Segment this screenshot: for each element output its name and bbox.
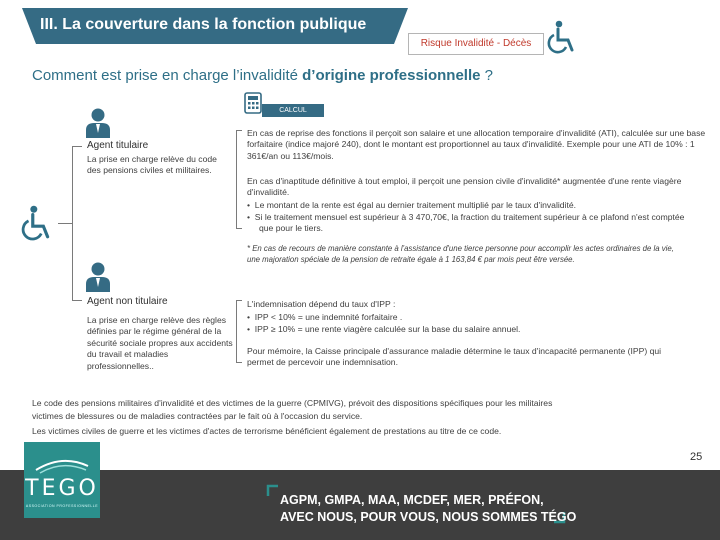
bullet-marker: •	[247, 312, 255, 322]
titulaire-bracket	[236, 130, 237, 228]
section-title: III. La couverture dans la fonction publique	[40, 16, 367, 33]
calc-label: CALCUL	[262, 104, 324, 117]
titulaire-bullet2	[247, 212, 687, 235]
question-bold: d’origine professionnelle	[302, 67, 481, 84]
non-titulaire-bullet1	[247, 312, 687, 323]
wheelchair-icon-large	[20, 205, 54, 241]
bracket-tick	[236, 228, 242, 229]
bullet-marker: •	[247, 200, 255, 210]
non-titulaire-para1: L'indemnisation dépend du taux d'IPP :	[247, 299, 396, 309]
risk-label: Risque Invalidité - Décès	[420, 38, 532, 49]
tagline-line1: AGPM, GMPA, MAA, MCDEF, MER, PRÉFON,	[280, 493, 544, 507]
tego-logo	[24, 442, 100, 518]
titulaire-para1: En cas de reprise des fonctions il perçoit son salaire et une allocation temporaire d'invalidité (ATI), calculée sur une base forfaitaire (indice majoré 240), dont le montant est proportionnel au taux d'invalidité. Exemple pour une ATI de 10% : 1 361€/an ou 113€/mois.	[247, 128, 706, 161]
person-icon	[84, 262, 112, 292]
bullet-marker: •	[247, 212, 255, 222]
titulaire-desc: La prise en charge relève du code des pensions civiles et militaires.	[87, 154, 217, 176]
bracket-tick	[236, 362, 242, 363]
non-titulaire-bullet1-text: IPP < 10% = une indemnité forfaitaire .	[254, 312, 403, 322]
bottom-line3: Les victimes civiles de guerre et les victimes d'actes de terrorisme bénéficient également de prestations au titre de ce code.	[32, 426, 502, 436]
connector-tick	[72, 146, 82, 147]
titulaire-title: Agent titulaire	[87, 140, 149, 151]
logo-subtitle: ASSOCIATION PROFESSIONNELLE	[25, 504, 99, 508]
non-titulaire-para2: Pour mémoire, la Caisse principale d'assurance maladie détermine le taux d'incapacité permanente (IPP) qui permet de percevoir une indemnisation.	[247, 346, 662, 368]
non-titulaire-desc: La prise en charge relève des règles définies par le régime général de la sécurité sociale propres aux accidents du travail et maladies professionnelles..	[87, 315, 233, 371]
titulaire-bullet1-text: Le montant de la rente est égal au dernier traitement multiplié par le taux d'invalidité.	[254, 200, 577, 210]
page-number: 25	[690, 451, 703, 463]
calculator-icon	[244, 92, 262, 114]
risk-label-box	[408, 33, 544, 55]
connector-tick	[72, 300, 82, 301]
main-question	[32, 67, 493, 84]
bullet-marker: •	[247, 324, 255, 334]
left-bracket	[72, 146, 73, 300]
section-header	[22, 8, 408, 44]
corner-bracket-icon	[266, 484, 280, 498]
titulaire-para2: En cas d'inaptitude définitive à tout emploi, il perçoit une pension civile d'invalidité* augmentée d'une rente viagère d'invalidité.	[247, 176, 682, 198]
logo-swoosh-icon	[34, 454, 90, 474]
question-prefix: Comment est prise en charge l’invalidité	[32, 67, 303, 84]
question-suffix: ?	[480, 67, 493, 84]
person-icon	[84, 108, 112, 138]
bottom-line2: victimes de blessures ou de maladies contractées par le fait où à l'occasion du service.	[32, 411, 363, 421]
footer-tagline	[280, 492, 576, 526]
non-titulaire-bracket	[236, 300, 237, 362]
titulaire-bullet1	[247, 200, 709, 211]
titulaire-bullet2-text: Si le traitement mensuel est supérieur à 3 470,70€, la fraction du traitement supérieur à ce plafond n'est comptée que pour le tiers.	[254, 212, 685, 234]
bracket-tick	[236, 300, 242, 301]
non-titulaire-bullet2	[247, 324, 687, 335]
connector-line	[58, 223, 72, 224]
bottom-line1: Le code des pensions militaires d'invalidité et des victimes de la guerre (CPMIVG), prévoit des dispositions spécifiques pour les militaires	[32, 398, 553, 408]
non-titulaire-bullet2-text: IPP ≥ 10% = une rente viagère calculée sur la base du salaire annuel.	[254, 324, 521, 334]
tagline-line2: AVEC NOUS, POUR VOUS, NOUS SOMMES TÉGO	[280, 510, 577, 524]
titulaire-note: * En cas de recours de manière constante à l'assistance d'une tierce personne pour accomplir les actes ordinaires de la vie, une majoration spéciale de la pension de retraite égale à 1 163,84 € par mois peut être versée.	[247, 244, 674, 264]
bracket-tick	[236, 130, 242, 131]
non-titulaire-title: Agent non titulaire	[87, 296, 168, 307]
wheelchair-icon	[546, 20, 578, 54]
logo-text: TEGO	[25, 476, 99, 501]
